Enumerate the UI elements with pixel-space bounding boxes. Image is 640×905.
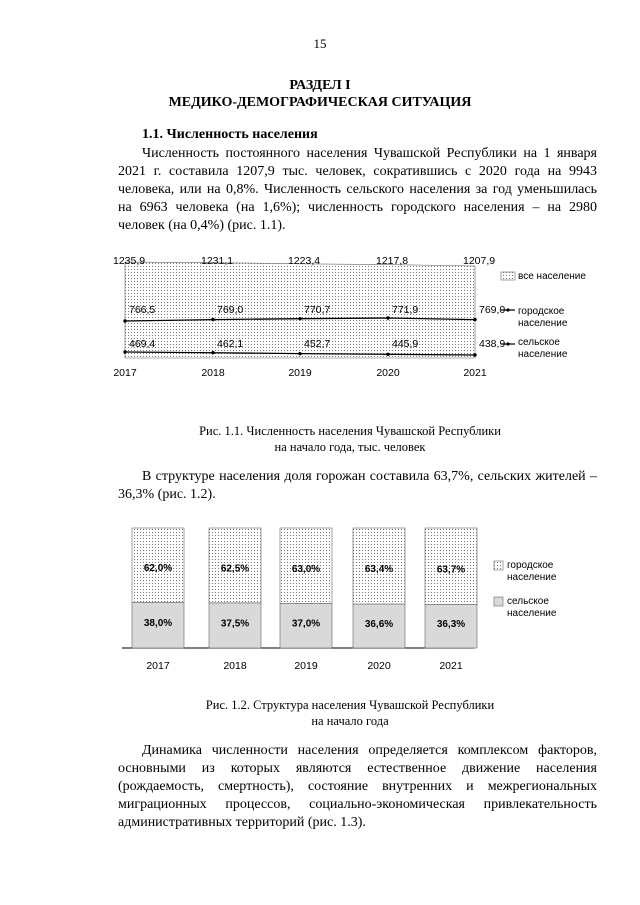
legend-marker-urban [506, 308, 509, 311]
paragraph-structure: В структуре населения доля горожан составила 63,7%, сельских жителей – 36,3% (рис. 1.2). [118, 469, 597, 502]
urban-share-label: 62,0% [143, 563, 173, 575]
rural-population-point [123, 350, 126, 353]
paragraph-population: Численность постоянного населения Чувашской Республики на 1 января 2021 г. составила 1207,9 тыс. человек, сократившись с 2020 года на 9943 человека, или на 0,8%. Численность сельского населения за год уменьшилась на 6963 человека (на 1,6%); численность городского населения – на 2980 человек (на 0,4%) (рис. 1.1). [118, 146, 597, 233]
rural-share-label: 37,0% [291, 618, 321, 630]
rural-share-label: 36,3% [436, 619, 466, 631]
urban-population-label: 769,0 [217, 304, 244, 316]
figure1-caption-line2: на начало года, тыс. человек [274, 440, 426, 454]
total-population-label: 1235,9 [113, 255, 146, 267]
urban-population-point [123, 319, 126, 322]
rural-share-label: 38,0% [143, 618, 173, 630]
chart1-x-tick-label: 2017 [113, 367, 137, 379]
rural-population-point [211, 351, 214, 354]
legend-label-urban-share: городское население [507, 560, 557, 583]
urban-share-label: 63,4% [364, 564, 394, 576]
urban-population-label: 770,7 [304, 304, 331, 316]
rural-population-label: 462,1 [217, 338, 244, 350]
urban-share-label: 63,7% [436, 564, 466, 576]
subsection-title: 1.1. Численность населения [142, 127, 318, 142]
rural-population-label: 469,4 [129, 338, 156, 350]
page-number: 15 [313, 36, 327, 51]
figure2-caption-line1: Рис. 1.2. Структура населения Чувашской Республики [205, 698, 495, 712]
legend-marker-rural [506, 342, 509, 345]
chart2-legend [494, 560, 557, 619]
urban-population-point [473, 318, 476, 321]
legend-label-rural-share: сельское население [507, 596, 557, 619]
chart2-x-tick-label: 2019 [294, 660, 318, 672]
legend-swatch-urban-share [494, 561, 503, 570]
legend-label-rural: сельское население [518, 337, 568, 360]
urban-share-label: 63,0% [291, 563, 321, 575]
urban-population-point [298, 317, 301, 320]
chart1-legend [501, 271, 586, 360]
legend-swatch-total [501, 272, 515, 280]
legend-label-total: все население [518, 271, 586, 282]
chart1-x-tick-label: 2020 [376, 367, 400, 379]
figure2-caption-line2: на начало года [311, 714, 389, 728]
rural-population-label: 452,7 [304, 338, 331, 350]
chart1-x-tick-label: 2021 [463, 367, 487, 379]
urban-population-label: 769,0 [479, 304, 506, 316]
chart2-x-tick-label: 2021 [439, 660, 463, 672]
urban-population-point [211, 318, 214, 321]
rural-population-point [386, 353, 389, 356]
rural-population-label: 445,9 [392, 338, 419, 350]
chart2-x-tick-label: 2017 [146, 660, 170, 672]
figure1-caption-line1: Рис. 1.1. Численность населения Чувашской Республики [199, 424, 501, 438]
chart2-x-tick-label: 2020 [367, 660, 391, 672]
total-population-area [125, 262, 475, 358]
chart1-x-tick-label: 2018 [201, 367, 225, 379]
population-structure-bar-chart [110, 520, 610, 676]
urban-population-label: 771,9 [392, 304, 419, 316]
legend-label-urban: городское население [518, 306, 568, 329]
paragraph-dynamics: Динамика численности населения определяется комплексом факторов, основными из которых являются естественное движение населения (рождаемость, смертность), состояние внутренних и межрегиональных миграционных процессов, социально-экономическая привлекательность административных территорий (рис. 1.3). [118, 743, 597, 830]
total-population-label: 1207,9 [463, 255, 496, 267]
urban-population-point [386, 316, 389, 319]
urban-share-label: 62,5% [220, 563, 250, 575]
rural-share-label: 37,5% [220, 618, 250, 630]
population-area-chart [110, 248, 615, 384]
chart2-x-tick-label: 2018 [223, 660, 247, 672]
rural-population-point [473, 353, 476, 356]
total-population-label: 1217,8 [376, 255, 409, 267]
total-population-label: 1223,4 [288, 255, 321, 267]
total-population-label: 1231,1 [201, 255, 234, 267]
chart1-x-tick-label: 2019 [288, 367, 312, 379]
section-subtitle: МЕДИКО-ДЕМОГРАФИЧЕСКАЯ СИТУАЦИЯ [168, 95, 472, 110]
urban-population-label: 766,5 [129, 304, 156, 316]
legend-swatch-rural-share [494, 597, 503, 606]
section-title: РАЗДЕЛ I [289, 78, 351, 93]
rural-population-point [298, 352, 301, 355]
rural-share-label: 36,6% [364, 618, 394, 630]
rural-population-label: 438,9 [479, 338, 506, 350]
